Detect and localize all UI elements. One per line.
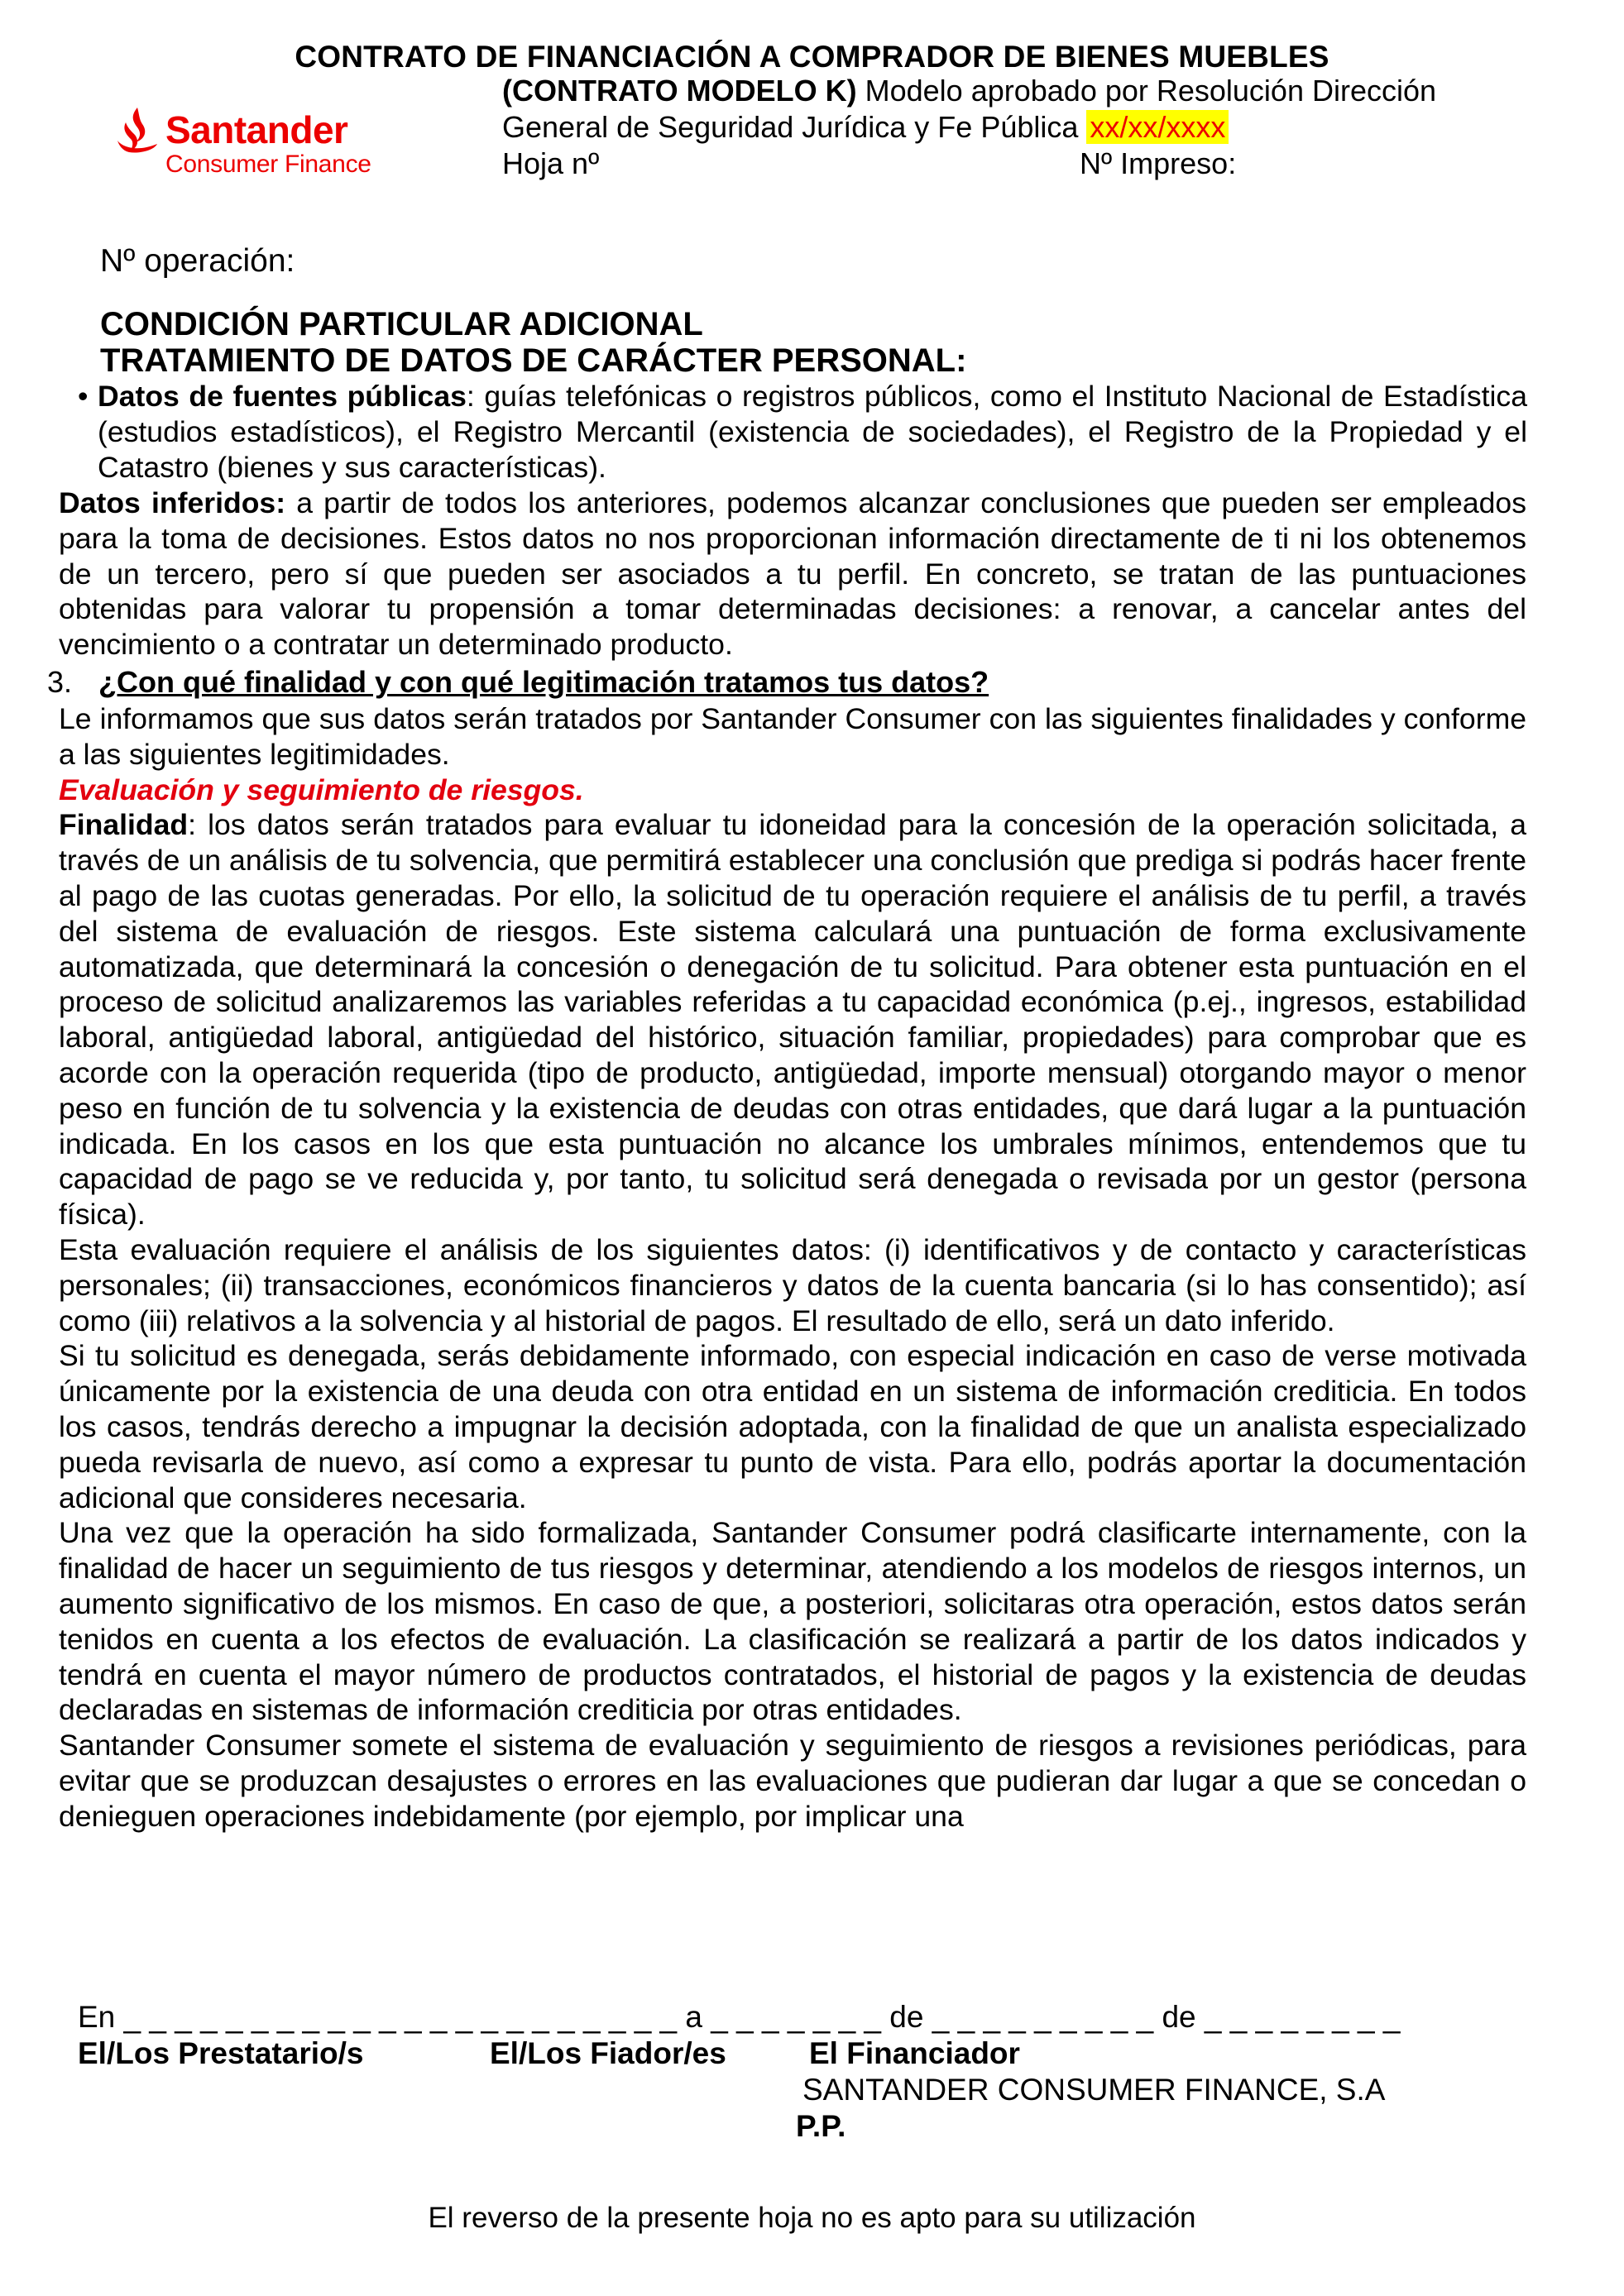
- inferred-data-paragraph: [59, 486, 1526, 662]
- santander-logo: [114, 103, 395, 185]
- bullet-text: [78, 379, 1527, 485]
- guarantor-label: El/Los Fiador/es: [490, 2036, 726, 2070]
- year-blank: _ _ _ _ _ _ _ _: [1204, 2000, 1401, 2034]
- header-model-line: [502, 73, 1436, 109]
- paragraph-classification: Una vez que la operación ha sido formalizada, Santander Consumer podrá clasificarte internamente, con la finalidad de hacer un seguimiento de tus riesgos y determinar, atendiendo a los modelos de riesgos internos, un aumento significativo de los mismos. En caso de que, a posteriori, solicitaras otra operación, estos datos serán tenidos en cuenta a los efectos de evaluación. La clasificación se realizará a partir de los datos indicados y tendrá en cuenta el mayor número de productos contratados, el historial de pagos y la existencia de deudas declaradas en sistemas de información crediticia por otras entidades.: [59, 1516, 1526, 1727]
- model-rest: Modelo aprobado por Resolución Dirección: [856, 74, 1437, 108]
- hoja-label: Hoja nº: [502, 146, 600, 180]
- risk-evaluation-heading: Evaluación y seguimiento de riesgos.: [59, 773, 584, 806]
- section-3-heading: [47, 665, 989, 700]
- company-name: SANTANDER CONSUMER FINANCE, S.A: [802, 2073, 1386, 2107]
- condition-line-2: TRATAMIENTO DE DATOS DE CARÁCTER PERSONAL:: [100, 342, 967, 379]
- inferred-text: a partir de todos los anteriores, podemos alcanzar conclusiones que pueden ser empleados para la toma de decisiones. Estos datos no nos proporcionan información directamente de ti ni los obtenemos de un tercero, pero sí que pueden ser asociados a tu perfil. En concreto, se tratan de las puntuaciones obtenidas para valorar tu propensión a tomar determinadas decisiones: a renovar, a cancelar antes del vencimiento o a contratar un determinado producto.: [59, 486, 1526, 662]
- header-line-2: [502, 109, 1229, 146]
- en-label: En: [78, 2000, 116, 2034]
- impreso-label: Nº Impreso:: [1080, 146, 1237, 180]
- model-bold: (CONTRATO MODELO K): [502, 74, 857, 108]
- section-question: ¿Con qué finalidad y con qué legitimación tratamos tus datos?: [98, 665, 989, 699]
- de-label-1: de: [889, 2000, 924, 2034]
- section-number: 3.: [47, 665, 73, 699]
- place-blank: _ _ _ _ _ _ _ _ _ _ _ _ _ _ _ _ _ _ _ _ _ _: [123, 2000, 678, 2034]
- condition-line-1: CONDICIÓN PARTICULAR ADICIONAL: [100, 306, 703, 342]
- bullet-bold: Datos de fuentes públicas: [98, 380, 467, 413]
- finalidad-paragraph: [59, 807, 1526, 1232]
- paragraph-review: Santander Consumer somete el sistema de evaluación y seguimiento de riesgos a revisiones periódicas, para evitar que se produzcan desajustes o errores en las evaluaciones que pudieran dar lugar a que se concedan o denieguen operaciones indebidamente (por ejemplo, por implicar una: [59, 1729, 1526, 1833]
- inferred-bold: Datos inferidos:: [59, 486, 286, 519]
- date-placeholder: xx/xx/xxxx: [1086, 110, 1229, 144]
- intro-paragraph: Le informamos que sus datos serán tratados por Santander Consumer con las siguientes finalidades y conforme a las siguientes legitimidades.: [59, 702, 1526, 771]
- header-jurisdiction: General de Seguridad Jurídica y Fe Pública: [502, 110, 1087, 144]
- document-title: CONTRATO DE FINANCIACIÓN A COMPRADOR DE BIENES MUEBLES: [295, 40, 1329, 74]
- finalidad-bold: Finalidad: [59, 808, 189, 842]
- flame-icon: [114, 104, 160, 154]
- bullet-icon: •: [78, 380, 89, 413]
- condition-heading: [100, 306, 966, 379]
- month-blank: _ _ _ _ _ _ _ _ _: [932, 2000, 1154, 2034]
- paragraph-evaluation-data: Esta evaluación requiere el análisis de los siguientes datos: (i) identificativos y de contacto y características personales; (ii) transacciones, económicos financieros y datos de la cuenta bancaria (si lo has consentido); así como (iii) relativos a la solvencia y al historial de pagos. El resultado de ello, será un dato inferido.: [59, 1232, 1526, 1337]
- day-blank: _ _ _ _ _ _ _: [711, 2000, 882, 2034]
- public-sources-bullet: [78, 379, 1527, 485]
- bullet-body: : guías telefónicas o registros públicos, como el Instituto Nacional de Estadística (estudios estadísticos), el Registro Mercantil (existencia de sociedades), el Registro de la Propiedad y el Catastro (bienes y sus características).: [98, 380, 1528, 484]
- de-label-2: de: [1162, 2000, 1196, 2034]
- financier-label: El Financiador: [809, 2036, 1020, 2070]
- section-3-body: [59, 701, 1526, 1834]
- borrower-label: El/Los Prestatario/s: [78, 2036, 364, 2070]
- place-date-line: [78, 2000, 1400, 2035]
- logo-brand: Santander: [165, 108, 348, 151]
- logo-subtitle: Consumer Finance: [165, 151, 371, 178]
- pp-label: P.P.: [796, 2109, 846, 2143]
- paragraph-denial: Si tu solicitud es denegada, serás debidamente informado, con especial indicación en caso de verse motivada únicamente por la existencia de una deuda con otra entidad en un sistema de información crediticia. En todos los casos, tendrás derecho a impugnar la decisión adoptada, con la finalidad de que un analista especializado pueda revisarla de nuevo, así como a expresar tu punto de vista. Para ello, podrás aportar la documentación adicional que consideres necesaria.: [59, 1339, 1526, 1514]
- a-label: a: [685, 2000, 702, 2034]
- operation-number-label: Nº operación:: [100, 243, 295, 279]
- footer-note: El reverso de la presente hoja no es apto para su utilización: [428, 2202, 1196, 2234]
- finalidad-text: : los datos serán tratados para evaluar tu idoneidad para la concesión de la operación solicitada, a través de un análisis de tu solvencia, que permitirá establecer una conclusión que prediga si podrás hacer frente al pago de las cuotas generadas. Por ello, la solicitud de tu operación requiere el análisis de tu perfil, a través del sistema de evaluación de riesgos. Este sistema calculará una puntuación de forma exclusivamente automatizada, que determinará la concesión o denegación de tu solicitud. Para obtener esta puntuación en el proceso de solicitud analizaremos las variables referidas a tu capacidad económica (p.ej., ingresos, estabilidad laboral, antigüedad laboral, antigüedad del histórico, situación familiar, propiedades) para comprobar que es acorde con la operación requerida (tipo de producto, antigüedad, importe mensual) otorgando mayor o menor peso en función de tu solvencia y la existencia de deudas con otras entidades, que dará lugar a la puntuación indicada. En los casos en los que esta puntuación no alcance los umbrales mínimos, entendemos que tu capacidad de pago se ve reducida y, por tanto, tu solicitud será denegada o revisada por un gestor (persona física).: [59, 808, 1526, 1232]
